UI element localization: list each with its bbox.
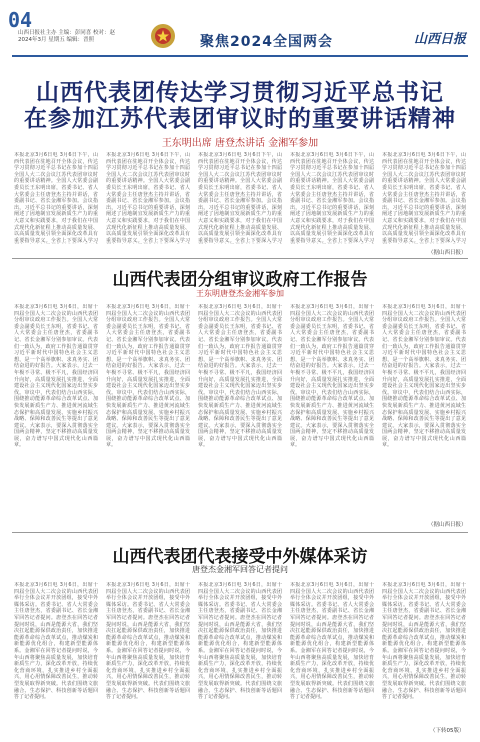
article3-column: 本报北京3月6日电 3月6日，出席十四届全国人大二次会议的山西代表团举行全体会议并开放团组，接受中外媒体采访。省委书记、省人大常委会主任唐登杰，省委副书记、省长金湘军回答记者提问。唐登杰在回答记者提问时说，山西是能源大省，我们坚决扛起能源保供政治责任，加快推进能源革命综合改革试点，推动煤炭和新能源优化组合，构建新型能源体系。金湘军在回答记者提问时说，今年山西将聚焦高质量发展，加快培育新质生产力，深化改革开放，持续优化营商环境，扎实推进乡村全面振兴，用心用情保障改善民生，推动转型发展取得新突破。代表们围绕文旅融合、生态保护、科技创新等话题回答了记者提问。: [14, 582, 98, 701]
paper-logo: 山西日报: [413, 32, 466, 47]
header-rule: [12, 55, 468, 57]
article1-body: [14, 152, 466, 244]
divider: [12, 258, 468, 259]
article1-column: 本报北京3月6日电 3月6日下午，山西代表团在驻地召开全体会议，传达学习贯彻习近平总书记在参加十四届全国人大二次会议江苏代表团审议时的重要讲话精神。全国人大常委会副委员长王东明出席，省委书记、省人大常委会主任唐登杰主持并讲话，省委副书记、省长金湘军参加。会议指出，习近平总书记的重要讲话，深刻阐述了因地制宜发展新质生产力的重大意义和实践要求，对于我们在中国式现代化新征程上推动高质量发展、以高质量发展引领全面深化改革具有重要指导意义。全省上下要深入学习: [14, 152, 98, 244]
article1-title-line2: 在参加江苏代表团审议时的重要讲话精神: [24, 105, 456, 132]
masthead-info-line: 山西日报社主办 主编：彭同喜 校对：赵: [18, 30, 115, 36]
article1-column: 本报北京3月6日电 3月6日下午，山西代表团在驻地召开全体会议，传达学习贯彻习近平总书记在参加十四届全国人大二次会议江苏代表团审议时的重要讲话精神。全国人大常委会副委员长王东明出席，省委书记、省人大常委会主任唐登杰主持并讲话，省委副书记、省长金湘军参加。会议指出，习近平总书记的重要讲话，深刻阐述了因地制宜发展新质生产力的重大意义和实践要求，对于我们在中国式现代化新征程上推动高质量发展、以高质量发展引领全面深化改革具有重要指导意义。全省上下要深入学习: [382, 152, 466, 244]
page-number: 04: [8, 8, 33, 32]
article3-column: 本报北京3月6日电 3月6日，出席十四届全国人大二次会议的山西代表团举行全体会议并开放团组，接受中外媒体采访。省委书记、省人大常委会主任唐登杰，省委副书记、省长金湘军回答记者提问。唐登杰在回答记者提问时说，山西是能源大省，我们坚决扛起能源保供政治责任，加快推进能源革命综合改革试点，推动煤炭和新能源优化组合，构建新型能源体系。金湘军在回答记者提问时说，今年山西将聚焦高质量发展，加快培育新质生产力，深化改革开放，持续优化营商环境，扎实推进乡村全面振兴，用心用情保障改善民生，推动转型发展取得新突破。代表们围绕文旅融合、生态保护、科技创新等话题回答了记者提问。: [382, 582, 466, 701]
article3-column: 本报北京3月6日电 3月6日，出席十四届全国人大二次会议的山西代表团举行全体会议并开放团组，接受中外媒体采访。省委书记、省人大常委会主任唐登杰，省委副书记、省长金湘军回答记者提问。唐登杰在回答记者提问时说，山西是能源大省，我们坚决扛起能源保供政治责任，加快推进能源革命综合改革试点，推动煤炭和新能源优化组合，构建新型能源体系。金湘军在回答记者提问时说，今年山西将聚焦高质量发展，加快培育新质生产力，深化改革开放，持续优化营商环境，扎实推进乡村全面振兴，用心用情保障改善民生，推动转型发展取得新突破。代表们围绕文旅融合、生态保护、科技创新等话题回答了记者提问。: [198, 582, 282, 701]
article2-column: 本报北京3月6日电 3月6日，出席十四届全国人大二次会议的山西代表团分组审议政府工作报告。全国人大常委会副委员长王东明，省委书记、省人大常委会主任唐登杰，省委副书记、省长金湘军分别参加审议。代表们一致认为，政府工作报告通篇贯穿习近平新时代中国特色社会主义思想，是一个高举旗帜、求真务实、团结奋进的好报告。大家表示，过去一年极不寻常、极不平凡，我国经济回升向好，高质量发展扎实推进，全面建设社会主义现代化国家迈出坚实步伐。审议中，代表们结合山西实际，围绕推动能源革命综合改革试点、加快发展新质生产力、推进黄河流域生态保护和高质量发展、实施乡村振兴战略、保障和改善民生等提出了意见建议。大家表示，要深入贯彻落实全国两会精神，坚定不移推动高质量发展，奋力谱写中国式现代化山西篇章。: [290, 304, 374, 449]
article3-subtitle: 唐登杰金湘军回答记者提问: [192, 565, 288, 574]
article2-column: 本报北京3月6日电 3月6日，出席十四届全国人大二次会议的山西代表团分组审议政府工作报告。全国人大常委会副委员长王东明，省委书记、省人大常委会主任唐登杰，省委副书记、省长金湘军分别参加审议。代表们一致认为，政府工作报告通篇贯穿习近平新时代中国特色社会主义思想，是一个高举旗帜、求真务实、团结奋进的好报告。大家表示，过去一年极不寻常、极不平凡，我国经济回升向好，高质量发展扎实推进，全面建设社会主义现代化国家迈出坚实步伐。审议中，代表们结合山西实际，围绕推动能源革命综合改革试点、加快发展新质生产力、推进黄河流域生态保护和高质量发展、实施乡村振兴战略、保障和改善民生等提出了意见建议。大家表示，要深入贯彻落实全国两会精神，坚定不移推动高质量发展，奋力谱写中国式现代化山西篇章。: [106, 304, 190, 449]
article1-title-line1: 山西代表团传达学习贯彻习近平总书记: [36, 79, 444, 106]
article2-subtitle: 王东明唐登杰金湘军参加: [196, 289, 284, 298]
article1-credit: （据山西日报）: [428, 250, 467, 256]
section-title: 聚焦2024全国两会: [200, 34, 333, 50]
article1-column: 本报北京3月6日电 3月6日下午，山西代表团在驻地召开全体会议，传达学习贯彻习近平总书记在参加十四届全国人大二次会议江苏代表团审议时的重要讲话精神。全国人大常委会副委员长王东明出席，省委书记、省人大常委会主任唐登杰主持并讲话，省委副书记、省长金湘军参加。会议指出，习近平总书记的重要讲话，深刻阐述了因地制宜发展新质生产力的重大意义和实践要求，对于我们在中国式现代化新征程上推动高质量发展、以高质量发展引领全面深化改革具有重要指导意义。全省上下要深入学习: [106, 152, 190, 244]
article2-body: [14, 304, 466, 514]
national-emblem-icon: [146, 22, 180, 50]
article2-column: 本报北京3月6日电 3月6日，出席十四届全国人大二次会议的山西代表团分组审议政府工作报告。全国人大常委会副委员长王东明，省委书记、省人大常委会主任唐登杰，省委副书记、省长金湘军分别参加审议。代表们一致认为，政府工作报告通篇贯穿习近平新时代中国特色社会主义思想，是一个高举旗帜、求真务实、团结奋进的好报告。大家表示，过去一年极不寻常、极不平凡，我国经济回升向好，高质量发展扎实推进，全面建设社会主义现代化国家迈出坚实步伐。审议中，代表们结合山西实际，围绕推动能源革命综合改革试点、加快发展新质生产力、推进黄河流域生态保护和高质量发展、实施乡村振兴战略、保障和改善民生等提出了意见建议。大家表示，要深入贯彻落实全国两会精神，坚定不移推动高质量发展，奋力谱写中国式现代化山西篇章。: [382, 304, 466, 449]
masthead: [0, 0, 480, 58]
article2-column: 本报北京3月6日电 3月6日，出席十四届全国人大二次会议的山西代表团分组审议政府工作报告。全国人大常委会副委员长王东明，省委书记、省人大常委会主任唐登杰，省委副书记、省长金湘军分别参加审议。代表们一致认为，政府工作报告通篇贯穿习近平新时代中国特色社会主义思想，是一个高举旗帜、求真务实、团结奋进的好报告。大家表示，过去一年极不寻常、极不平凡，我国经济回升向好，高质量发展扎实推进，全面建设社会主义现代化国家迈出坚实步伐。审议中，代表们结合山西实际，围绕推动能源革命综合改革试点、加快发展新质生产力、推进黄河流域生态保护和高质量发展、实施乡村振兴战略、保障和改善民生等提出了意见建议。大家表示，要深入贯彻落实全国两会精神，坚定不移推动高质量发展，奋力谱写中国式现代化山西篇章。: [14, 304, 98, 449]
article2-credit: （据山西日报）: [428, 522, 467, 528]
article3-column: 本报北京3月6日电 3月6日，出席十四届全国人大二次会议的山西代表团举行全体会议并开放团组，接受中外媒体采访。省委书记、省人大常委会主任唐登杰，省委副书记、省长金湘军回答记者提问。唐登杰在回答记者提问时说，山西是能源大省，我们坚决扛起能源保供政治责任，加快推进能源革命综合改革试点，推动煤炭和新能源优化组合，构建新型能源体系。金湘军在回答记者提问时说，今年山西将聚焦高质量发展，加快培育新质生产力，深化改革开放，持续优化营商环境，扎实推进乡村全面振兴，用心用情保障改善民生，推动转型发展取得新突破。代表们围绕文旅融合、生态保护、科技创新等话题回答了记者提问。: [106, 582, 190, 701]
article1-column: 本报北京3月6日电 3月6日下午，山西代表团在驻地召开全体会议，传达学习贯彻习近平总书记在参加十四届全国人大二次会议江苏代表团审议时的重要讲话精神。全国人大常委会副委员长王东明出席，省委书记、省人大常委会主任唐登杰主持并讲话，省委副书记、省长金湘军参加。会议指出，习近平总书记的重要讲话，深刻阐述了因地制宜发展新质生产力的重大意义和实践要求，对于我们在中国式现代化新征程上推动高质量发展、以高质量发展引领全面深化改革具有重要指导意义。全省上下要深入学习: [198, 152, 282, 244]
divider: [12, 532, 468, 533]
article3-column: 本报北京3月6日电 3月6日，出席十四届全国人大二次会议的山西代表团举行全体会议并开放团组，接受中外媒体采访。省委书记、省人大常委会主任唐登杰，省委副书记、省长金湘军回答记者提问。唐登杰在回答记者提问时说，山西是能源大省，我们坚决扛起能源保供政治责任，加快推进能源革命综合改革试点，推动煤炭和新能源优化组合，构建新型能源体系。金湘军在回答记者提问时说，今年山西将聚焦高质量发展，加快培育新质生产力，深化改革开放，持续优化营商环境，扎实推进乡村全面振兴，用心用情保障改善民生，推动转型发展取得新突破。代表们围绕文旅融合、生态保护、科技创新等话题回答了记者提问。: [290, 582, 374, 701]
masthead-info-line: 2024年3月 星期五 编辑：晋照: [18, 36, 94, 43]
article2-title: 山西代表团分组审议政府工作报告: [112, 270, 368, 290]
article2-column: 本报北京3月6日电 3月6日，出席十四届全国人大二次会议的山西代表团分组审议政府工作报告。全国人大常委会副委员长王东明，省委书记、省人大常委会主任唐登杰，省委副书记、省长金湘军分别参加审议。代表们一致认为，政府工作报告通篇贯穿习近平新时代中国特色社会主义思想，是一个高举旗帜、求真务实、团结奋进的好报告。大家表示，过去一年极不寻常、极不平凡，我国经济回升向好，高质量发展扎实推进，全面建设社会主义现代化国家迈出坚实步伐。审议中，代表们结合山西实际，围绕推动能源革命综合改革试点、加快发展新质生产力、推进黄河流域生态保护和高质量发展、实施乡村振兴战略、保障和改善民生等提出了意见建议。大家表示，要深入贯彻落实全国两会精神，坚定不移推动高质量发展，奋力谱写中国式现代化山西篇章。: [198, 304, 282, 449]
article1-column: 本报北京3月6日电 3月6日下午，山西代表团在驻地召开全体会议，传达学习贯彻习近平总书记在参加十四届全国人大二次会议江苏代表团审议时的重要讲话精神。全国人大常委会副委员长王东明出席，省委书记、省人大常委会主任唐登杰主持并讲话，省委副书记、省长金湘军参加。会议指出，习近平总书记的重要讲话，深刻阐述了因地制宜发展新质生产力的重大意义和实践要求，对于我们在中国式现代化新征程上推动高质量发展、以高质量发展引领全面深化改革具有重要指导意义。全省上下要深入学习: [290, 152, 374, 244]
article3-title: 山西代表团代表接受中外媒体采访: [112, 547, 368, 567]
article3-body: [14, 582, 466, 722]
article3-credit: （下转05版）: [430, 728, 465, 734]
article1-subtitle: 王东明出席 唐登杰讲话 金湘军参加: [161, 138, 319, 149]
